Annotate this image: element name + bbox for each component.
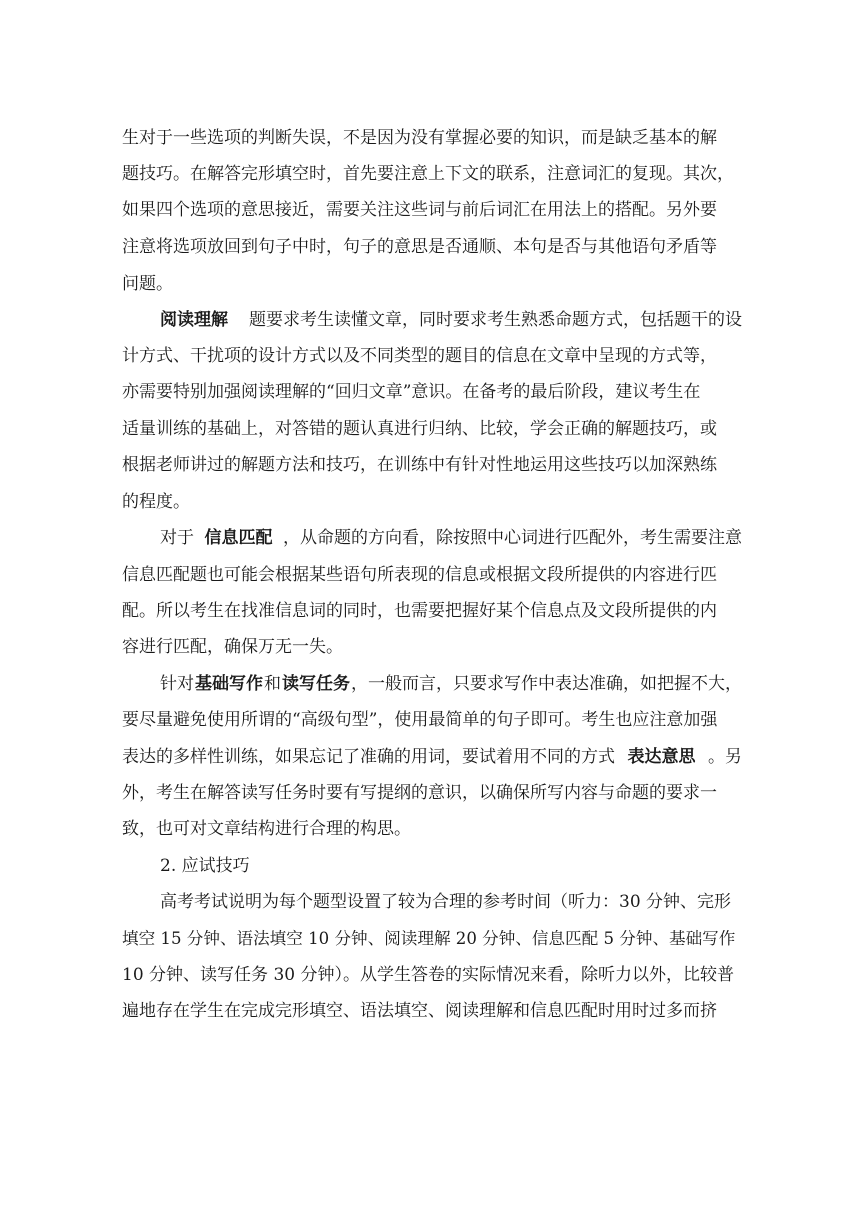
text-run: ，从命题的方向看，除按照中心词进行匹配外，考生需要注意 xyxy=(283,528,742,548)
text-run: 表达的多样性训练，如果忘记了准确的用词，要试着用不同的方式 xyxy=(122,747,615,767)
text-line xyxy=(122,818,742,840)
text-line xyxy=(122,273,742,295)
text-line xyxy=(122,381,742,403)
text-run: 问题。 xyxy=(122,274,173,294)
text-line xyxy=(122,236,742,258)
text-run: 题要求考生读懂文章，同时要求考生熟悉命题方式，包括题干的设 xyxy=(249,310,742,330)
text-run: 题技巧。在解答完形填空时，首先要注意上下文的联系，注意词汇的复现。其次， xyxy=(122,164,734,184)
paragraph-first-line xyxy=(160,891,742,913)
text-line xyxy=(122,345,742,367)
bold-term: 基础写作 xyxy=(195,674,263,694)
bold-term: 表达意思 xyxy=(627,747,696,767)
paragraph-first-line xyxy=(160,673,742,695)
paragraph-first-line xyxy=(160,309,742,331)
text-line xyxy=(122,1000,742,1022)
text-run: 适量训练的基础上，对答错的题认真进行归纳、比较，学会正确的解题技巧，或 xyxy=(122,419,717,439)
text-run: 如果四个选项的意思接近，需要关注这些词与前后词汇在用法上的搭配。另外要 xyxy=(122,200,717,220)
bold-term: 阅读理解 xyxy=(160,310,228,330)
text-line xyxy=(122,746,742,768)
text-run: 生对于一些选项的判断失误，不是因为没有掌握必要的知识，而是缺乏基本的解 xyxy=(122,128,717,148)
bold-term: 信息匹配 xyxy=(204,528,273,548)
text-line xyxy=(122,491,742,513)
text-line xyxy=(122,418,742,440)
text-run: 容进行匹配，确保万无一失。 xyxy=(122,637,343,657)
text-line xyxy=(122,127,742,149)
text-line xyxy=(122,163,742,185)
text-line xyxy=(122,964,742,986)
text-run: 遍地存在学生在完成完形填空、语法填空、阅读理解和信息匹配时用时过多而挤 xyxy=(122,1001,717,1021)
text-run: ，一般而言，只要求写作中表达准确，如把握不大， xyxy=(351,674,742,694)
text-run: 的程度。 xyxy=(122,492,190,512)
section-heading xyxy=(160,855,742,877)
paragraph-first-line xyxy=(160,527,742,549)
text-run: 要尽量避免使用所谓的“高级句型”，使用最简单的句子即可。考生也应注意加强 xyxy=(122,710,718,730)
bold-term: 读写任务 xyxy=(282,674,350,694)
text-run: 针对 xyxy=(160,674,194,694)
text-run: 注意将选项放回到句子中时，句子的意思是否通顺、本句是否与其他语句矛盾等 xyxy=(122,237,717,257)
text-line xyxy=(122,600,742,622)
text-line xyxy=(122,199,742,221)
text-run: 亦需要特别加强阅读理解的“回归文章”意识。在备考的最后阶段，建议考生在 xyxy=(122,382,701,402)
text-line xyxy=(122,564,742,586)
text-run: 外，考生在解答读写任务时要有写提纲的意识，以确保所写内容与命题的要求一 xyxy=(122,783,717,803)
text-run: 填空 15 分钟、语法填空 10 分钟、阅读理解 20 分钟、信息匹配 5 分钟、基础写作 xyxy=(122,929,736,948)
text-run: 高考考试说明为每个题型设置了较为合理的参考时间（听力：30 分钟、完形 xyxy=(160,892,732,912)
text-run: 10 分钟、读写任务 30 分钟）。从学生答卷的实际情况来看，除听力以外，比较普 xyxy=(122,965,734,985)
text-line xyxy=(122,782,742,804)
text-line xyxy=(122,928,742,950)
text-run: 。另 xyxy=(708,747,742,767)
text-run: 对于 xyxy=(160,528,194,548)
text-run: 致，也可对文章结构进行合理的构思。 xyxy=(122,819,411,839)
text-line xyxy=(122,454,742,476)
text-run: 配。所以考生在找准信息词的同时，也需要把握好某个信息点及文段所提供的内 xyxy=(122,601,717,621)
text-line xyxy=(122,636,742,658)
text-run: 2. 应试技巧 xyxy=(160,856,250,876)
text-line xyxy=(122,709,742,731)
text-run: 和 xyxy=(264,674,281,694)
text-run: 信息匹配题也可能会根据某些语句所表现的信息或根据文段所提供的内容进行匹 xyxy=(122,565,717,585)
text-run: 计方式、干扰项的设计方式以及不同类型的题目的信息在文章中呈现的方式等， xyxy=(122,346,717,366)
text-run: 根据老师讲过的解题方法和技巧，在训练中有针对性地运用这些技巧以加深熟练 xyxy=(122,455,717,475)
